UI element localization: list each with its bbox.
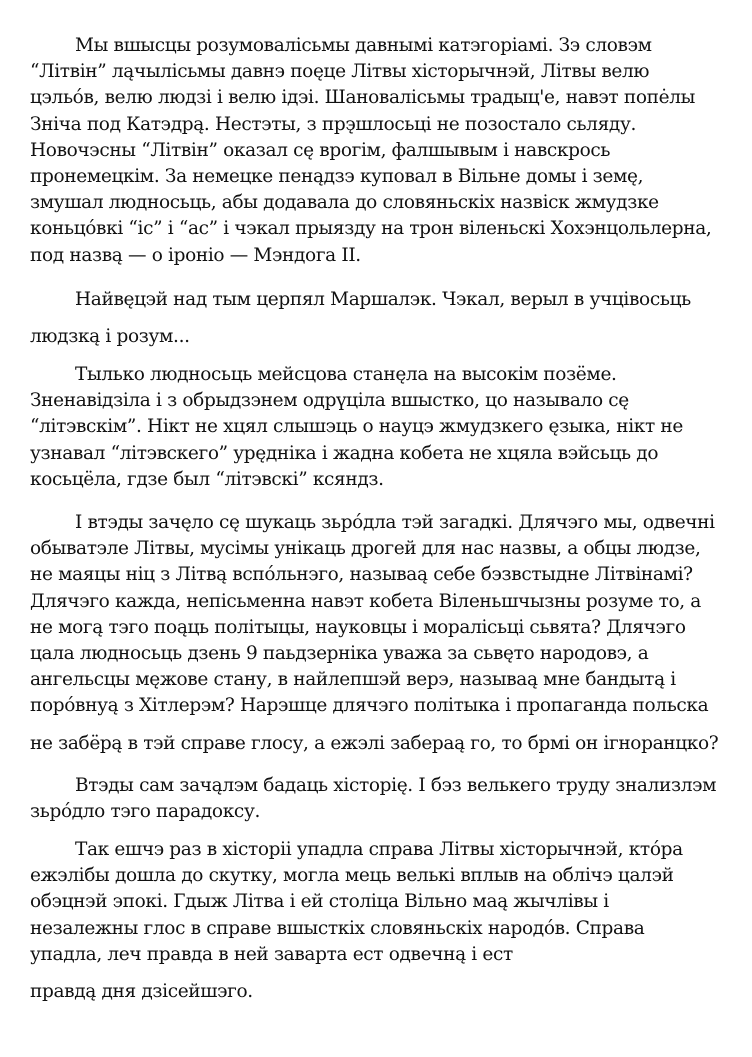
text-line: незалежны глос в справе вшысткіх словяньскіх народóв. Справа: [30, 917, 645, 939]
text-line: Тылько людносьць мейсцова станęла на высокім позёме.: [75, 364, 617, 385]
text-line: упадла, леч правда в ней заварта ест одвечнą і ест: [30, 943, 513, 965]
text-line: узнавал “літэвскего” урęдніка і жадна кобета не хцяла вэйсьць до: [30, 442, 659, 464]
text-line: Найвęцэй над тым церпял Маршалэк. Чэкал, верыл в учцівосьць: [75, 289, 691, 310]
text-line: не забёрą в тэй справе глосу, а ежэлі забераą го, то брмі он ігноранцко?: [30, 732, 719, 754]
paragraph-3: [30, 362, 732, 493]
text-line: обэцнэй эпокі. Гдыж Літва і ей століца Вільно маą жычлівы і: [30, 891, 609, 913]
text-line: Длячэго кажда, непісьменна навэт кобета Віленьшчызны розуме то, а: [30, 590, 701, 612]
text-line: порóвнуą з Хітлерэм? Нарэшце длячэго політыка і пропаганда польска: [30, 695, 709, 717]
text-line: под назвą — о іроніо — Мэндога ІІ.: [30, 244, 361, 266]
text-line: “літэвскім”. Нікт не хцял слышэць о науцэ жмудзкего ęзыка, нікт не: [30, 416, 683, 438]
text-line: цэльóв, велю людзі і велю ідэі. Шановалісьмы традыц'е, навэт попėлы: [30, 87, 695, 109]
text-line: пронемецкім. За немецке пенąдзэ куповал в Вільне домы і земę,: [30, 165, 644, 187]
paragraph-2: [30, 287, 732, 350]
paragraph-5: [30, 773, 732, 825]
text-line: “Літвін” лąчылісьмы давнэ поęце Літвы хісторычнэй, Літвы велю: [30, 61, 650, 83]
text-line: зьрóдло тэго парадоксу.: [30, 801, 261, 823]
text-line: Так ешчэ раз в хісторіі упадла справа Літвы хісторычнэй, ктóра: [75, 839, 683, 860]
text-line: обыватэле Літвы, мусімы унікаць дрогей для нас назвы, а обцы людзе,: [30, 538, 701, 560]
text-line: не могą тэго поąць політыцы, науковцы і моралісьці сьвята? Длячэго: [30, 616, 686, 638]
paragraph-6: [30, 837, 732, 1005]
text-line: цала людносьць дзень 9 паьдзерніка уважа за сьвęто народовэ, а: [30, 642, 649, 664]
text-line: людзкą і розум...: [30, 326, 190, 348]
text-line: правдą дня дзісейшэго.: [30, 980, 253, 1002]
text-line: ежэлібы дошла до скутку, могла мець велькі вплыв на облічэ цалэй: [30, 865, 674, 887]
text-line: ангельсцы мęжове стану, в найлепшэй верэ, называą мне бандытą і: [30, 669, 676, 691]
text-line: не маяцы ніц з Літвą вспóльнэго, называą себе бэзвстыдне Літвінамі?: [30, 564, 693, 586]
text-line: Зніча под Катэдрą. Нестэты, з прэ̨шлосьці не позостало сьляду.: [30, 113, 637, 135]
text-line: коньцóвкі “іс” і “ас” і чэкал прыязду на трон віленьскі Хохэнцольлерна,: [30, 218, 712, 240]
text-line: змушал людносьць, абы додавала до словяньскіх назвіск жмудзке: [30, 192, 659, 214]
text-line: І втэды зачęло сę шукаць зьрóдла тэй загадкі. Длячэго мы, одвечні: [75, 512, 715, 533]
paragraph-1: [30, 33, 732, 269]
paragraph-4: [30, 510, 732, 757]
text-line: Мы вшысцы розумовалісьмы давнымі катэгоріамі. Зэ словэм: [75, 35, 652, 56]
text-line: косьцёла, гдзе был “літэвскі” ксяндз.: [30, 468, 384, 490]
text-line: Новочэсны “Літвін” оказал сę врогім, фалшывым і навскрось: [30, 139, 611, 161]
text-line: Втэды сам зачąлэм бадаць хісторіę. І бэз велькего труду знализлэм: [75, 775, 717, 796]
text-line: Зненавідзіла і з обрыдзэнем одрүціла вшыстко, цо называло сę: [30, 390, 629, 412]
